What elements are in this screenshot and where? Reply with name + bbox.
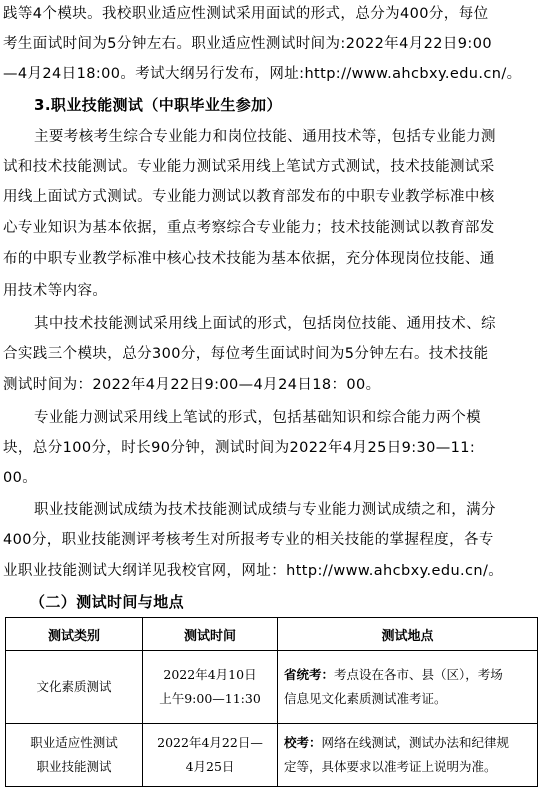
header-test-category: 测试类别	[6, 618, 143, 651]
time-date: 2022年4月10日	[163, 667, 257, 682]
location-text: 网络在线测试，测试办法和纪律规	[321, 735, 510, 750]
table-header-row	[6, 618, 538, 651]
header-test-location: 测试地点	[278, 618, 538, 651]
time-range: 4月25日	[185, 759, 235, 774]
time-cell	[143, 651, 278, 724]
paragraph-line: 400分，职业技能测评考核考生对所报考专业的相关技能的掌握程度，各专	[3, 532, 494, 548]
location-text-cont: 定等，具体要求以准考证上说明为准。	[284, 759, 497, 774]
subsection-heading: 3.职业技能测试（中职毕业生参加）	[34, 96, 282, 114]
paragraph-line: 专业能力测试采用线上笔试的形式，包括基础知识和综合能力两个模	[34, 410, 481, 426]
category-text: 文化素质测试	[36, 679, 112, 694]
paragraph-line: 合实践三个模块，总分300分，每位考生面试时间为5分钟左右。技术技能	[3, 346, 489, 362]
header-test-time: 测试时间	[143, 618, 278, 651]
time-cell	[143, 724, 278, 787]
test-schedule-table	[5, 617, 538, 787]
paragraph-line: 心专业知识为基本依据，重点考察综合专业能力；技术技能测试以教育部发	[3, 220, 495, 236]
paragraph-line: 用线上面试方式测试。专业能力测试以教育部发布的中职专业教学标准中核	[3, 189, 495, 205]
location-text: 考点设在各市、县（区），考场	[334, 667, 503, 682]
location-text-cont: 信息见文化素质测试准考证。	[284, 691, 447, 706]
paragraph-line: 主要考核考生综合专业能力和岗位技能、通用技术等，包括专业能力测	[34, 129, 496, 145]
location-cell	[278, 651, 538, 724]
paragraph-line: 测试时间为：2022年4月22日9:00—4月24日18：00。	[3, 377, 381, 393]
paragraph-line: 职业技能测试成绩为技术技能测试成绩与专业能力测试成绩之和，满分	[34, 502, 496, 518]
category-text: 职业技能测试	[36, 759, 112, 774]
time-date: 2022年4月22日—	[157, 735, 263, 750]
category-cell	[6, 724, 143, 787]
paragraph-line: 块，总分100分，时长90分钟，测试时间为2022年4月25日9:30—11:	[3, 440, 476, 456]
paragraph-line: 践等4个模块。我校职业适应性测试采用面试的形式，总分为400分，每位	[3, 6, 489, 22]
paragraph-line: 试和技术技能测试。专业能力测试采用线上笔试方式测试，技术技能测试采	[3, 159, 495, 175]
table-row	[6, 651, 538, 724]
location-cell	[278, 724, 538, 787]
category-cell	[6, 651, 143, 724]
location-label: 省统考：	[284, 667, 335, 682]
paragraph-line: 业职业技能测试大纲详见我校官网，网址：http://www.ahcbxy.edu.cn/。	[3, 563, 504, 579]
paragraph-line: 布的中职专业教学标准中核心技术技能为基本依据，充分体现岗位技能、通	[3, 251, 495, 267]
table-row	[6, 724, 538, 787]
paragraph-line: 用技术等内容。	[3, 283, 108, 299]
time-range: 上午9:00—11:30	[159, 691, 261, 706]
paragraph-line: 其中技术技能测试采用线上面试的形式，包括岗位技能、通用技术、综	[34, 316, 496, 332]
category-text: 职业适应性测试	[30, 735, 118, 750]
location-label: 校考：	[284, 735, 322, 750]
paragraph-line: 考生面试时间为5分钟左右。职业适应性测试时间为:2022年4月22日9:00	[3, 36, 492, 52]
section-heading: （二）测试时间与地点	[30, 593, 185, 611]
paragraph-line: 00。	[3, 470, 38, 486]
paragraph-line: —4月24日18:00。考试大纲另行发布，网址:http://www.ahcbxy.edu.cn/。	[3, 66, 522, 82]
